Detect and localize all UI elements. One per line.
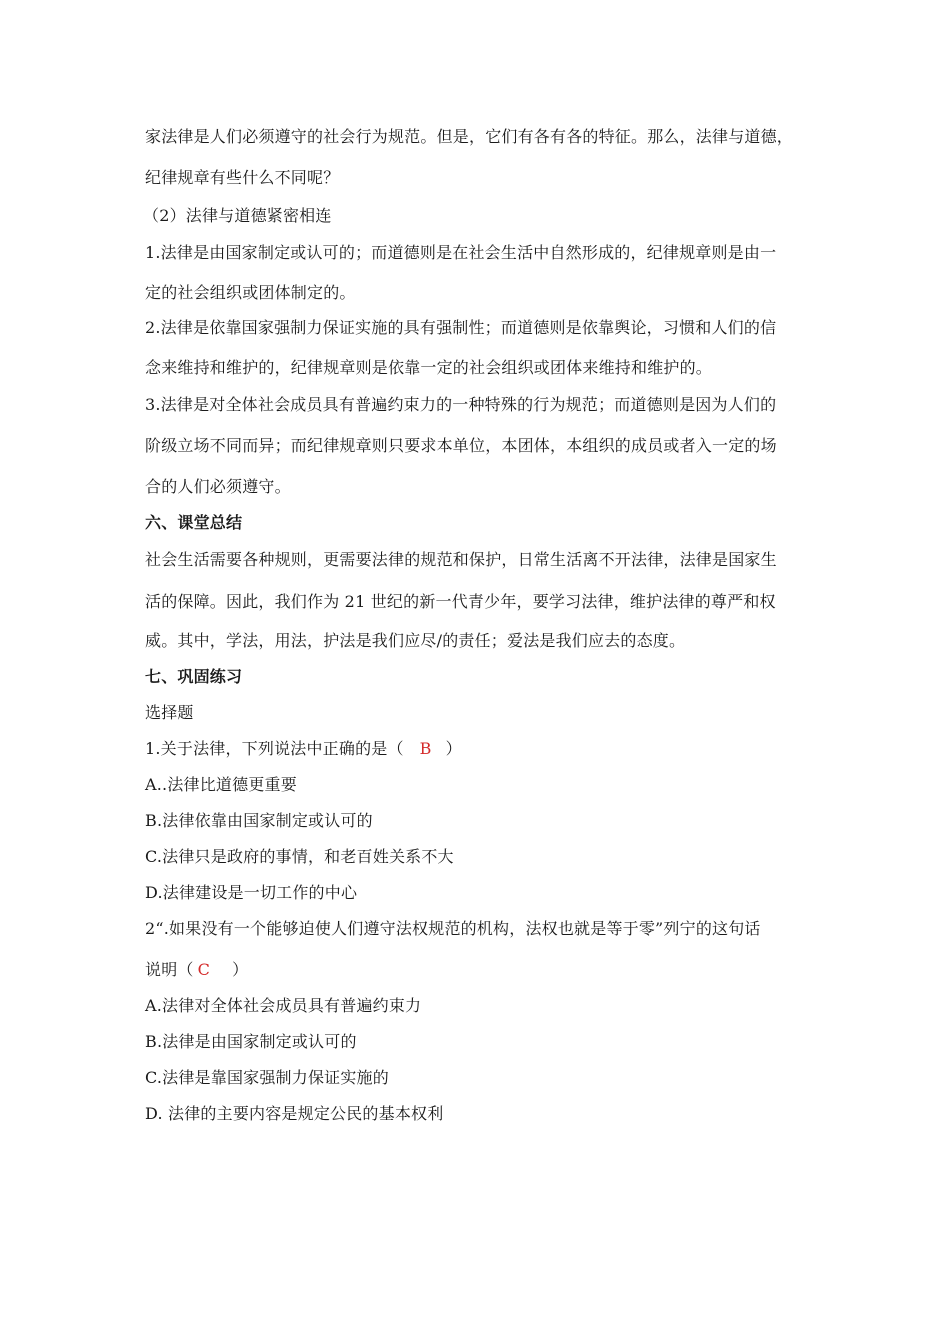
question-stem bbox=[145, 739, 462, 759]
option-a: A..法律比道德更重要 bbox=[145, 775, 297, 794]
answer-letter: B bbox=[419, 739, 432, 758]
list-item-line: 合的人们必须遵守。 bbox=[145, 477, 291, 496]
list-item-line: 阶级立场不同而异；而纪律规章则只要求本单位，本团体，本组织的成员或者入一定的场 bbox=[145, 436, 777, 455]
list-item-line: 3.法律是对全体社会成员具有普遍约束力的一种特殊的行为规范；而道德则是因为人们的 bbox=[145, 395, 777, 414]
paragraph-line: 纪律规章有些什么不同呢？ bbox=[145, 168, 340, 187]
answer-letter: C bbox=[197, 960, 211, 979]
option-b: B.法律是由国家制定或认可的 bbox=[145, 1032, 357, 1051]
question-stem bbox=[145, 960, 248, 980]
list-item-line: 念来维持和维护的，纪律规章则是依靠一定的社会组织或团体来维持和维护的。 bbox=[145, 358, 713, 377]
list-item-line: 1.法律是由国家制定或认可的；而道德则是在社会生活中自然形成的，纪律规章则是由一 bbox=[145, 243, 777, 262]
list-item-line: 定的社会组织或团体制定的。 bbox=[145, 283, 356, 302]
question-prefix: 说明（ bbox=[145, 960, 194, 979]
section-heading: 七、巩固练习 bbox=[145, 667, 243, 686]
option-d: D.法律建设是一切工作的中心 bbox=[145, 883, 358, 902]
question-suffix: ） bbox=[445, 739, 462, 758]
option-a: A.法律对全体社会成员具有普遍约束力 bbox=[145, 996, 422, 1015]
question-prefix: 1.关于法律，下列说法中正确的是（ bbox=[145, 739, 404, 758]
paragraph-line: 威。其中，学法，用法，护法是我们应尽/的责任；爱法是我们应去的态度。 bbox=[145, 631, 686, 650]
question-type-label: 选择题 bbox=[145, 703, 194, 722]
list-item-line: 2.法律是依靠国家强制力保证实施的具有强制性；而道德则是依靠舆论，习惯和人们的信 bbox=[145, 318, 777, 337]
section-heading: 六、课堂总结 bbox=[145, 513, 243, 532]
option-c: C.法律只是政府的事情，和老百姓关系不大 bbox=[145, 847, 454, 866]
option-d: D. 法律的主要内容是规定公民的基本权利 bbox=[145, 1104, 444, 1123]
subsection-heading: （2）法律与道德紧密相连 bbox=[143, 206, 332, 225]
paragraph-line: 活的保障。因此，我们作为 21 世纪的新一代青少年，要学习法律，维护法律的尊严和权 bbox=[145, 592, 776, 611]
question-suffix: ） bbox=[232, 960, 249, 979]
paragraph-line: 社会生活需要各种规则，更需要法律的规范和保护，日常生活离不开法律，法律是国家生 bbox=[145, 550, 777, 569]
option-b: B.法律依靠由国家制定或认可的 bbox=[145, 811, 373, 830]
question-stem: 2“.如果没有一个能够迫使人们遵守法权规范的机构，法权也就是等于零”列宁的这句话 bbox=[145, 919, 761, 938]
paragraph-line: 家法律是人们必须遵守的社会行为规范。但是，它们有各有各的特征。那么，法律与道德， bbox=[145, 127, 794, 146]
option-c: C.法律是靠国家强制力保证实施的 bbox=[145, 1068, 389, 1087]
